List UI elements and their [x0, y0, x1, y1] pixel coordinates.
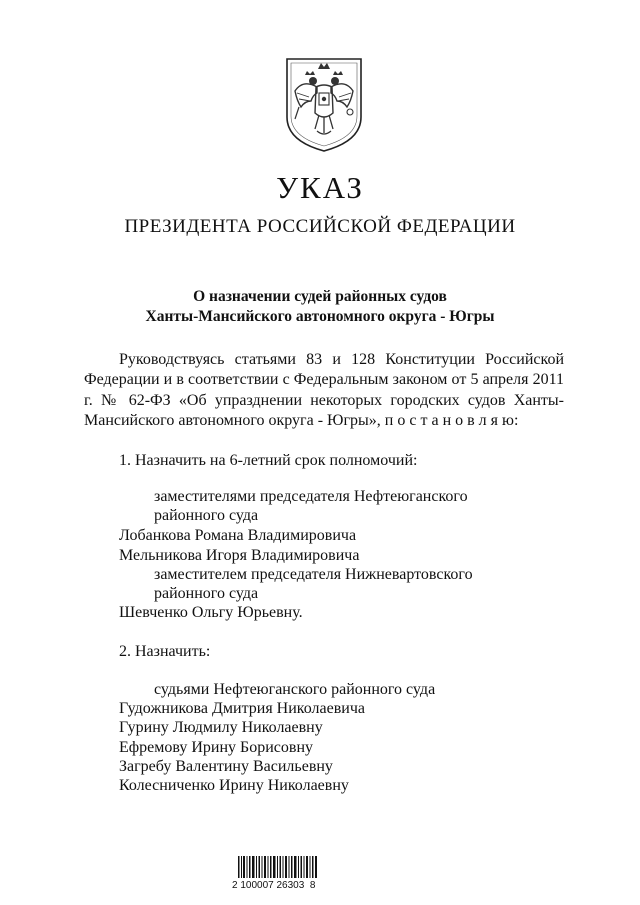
item1-line: заместителями председателя Нефтеюганского	[154, 488, 468, 505]
item2-line: Загребу Валентину Васильевну	[119, 758, 333, 775]
decree-subtitle: ПРЕЗИДЕНТА РОССИЙСКОЙ ФЕДЕРАЦИИ	[124, 216, 516, 237]
item2-line: Ефремову Ирину Борисовну	[119, 739, 314, 756]
item1-line: районного суда	[154, 507, 259, 524]
item1-line: заместителем председателя Нижневартовского	[154, 566, 473, 583]
item1-line: районного суда	[154, 585, 259, 602]
item1-line: Лобанкова Романа Владимировича	[119, 527, 357, 544]
barcode-number: 2 100007 26303 8	[232, 880, 316, 891]
item2-line: Колесниченко Ирину Николаевну	[119, 777, 349, 794]
item1-line: Шевченко Ольгу Юрьевну.	[119, 604, 303, 621]
item1-line: Мельникова Игоря Владимировича	[119, 547, 360, 564]
coat-of-arms-emblem-icon	[283, 57, 365, 153]
decree-title: УКАЗ	[276, 170, 364, 205]
decree-heading-line2: Ханты-Мансийского автономного округа - Югры	[145, 308, 495, 325]
barcode-icon	[238, 856, 318, 878]
item2-line: Гудожникова Дмитрия Николаевича	[119, 700, 365, 717]
item-1-title: 1. Назначить на 6-летний срок полномочий:	[119, 452, 418, 469]
preamble-paragraph: Руководствуясь статьями 83 и 128 Конституции Российской Федерации и в соответствии с Федеральным законом от 5 апреля 2011 г. № 62-ФЗ «Об упразднении некоторых городских судов Ханты-Мансийского автономного округа - Югры», п о с т а н о в л я ю:	[84, 351, 564, 429]
item2-line: судьями Нефтеюганского районного суда	[154, 681, 436, 698]
item-2-title: 2. Назначить:	[119, 643, 211, 660]
decree-heading-line1: О назначении судей районных судов	[193, 288, 447, 305]
item2-line: Гурину Людмилу Николаевну	[119, 719, 323, 736]
